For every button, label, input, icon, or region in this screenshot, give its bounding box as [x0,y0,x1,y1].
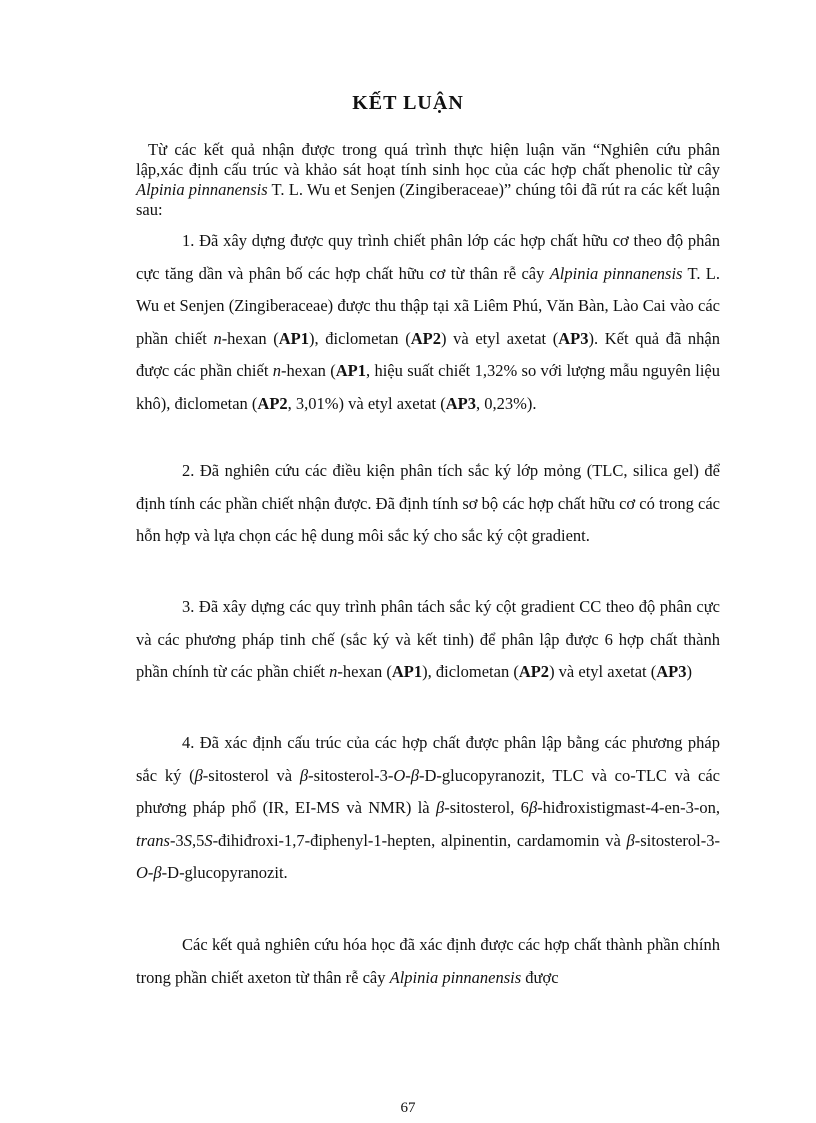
text: -sitosterol và [202,765,300,785]
fraction-code: AP1 [278,328,309,348]
italic-s: S [204,830,213,850]
text: 3. Đã xây dựng các quy trình phân tách sắc ký cột gradient CC theo độ phân cực và các phương pháp tinh chế (sắc ký và kết tinh) để phân lập được 6 hợp chất thành phần chính từ các phần chiết [136,597,720,681]
text: - [405,765,411,785]
fraction-code: AP2 [257,393,288,413]
text: được [521,967,559,987]
text: - [418,765,425,785]
text: -sitosterol-3- [634,830,720,850]
text: - [161,863,168,882]
species-name: Alpinia pinnanensis [549,263,683,283]
text: ), điclometan ( [308,328,411,348]
conclusion-item-1 [136,225,720,420]
fraction-code: AP2 [518,662,550,681]
text: - [147,863,154,882]
italic-o: O [393,765,406,785]
greek-beta: β [410,765,419,785]
text: T. L. Wu et Senjen (Zingiberaceae) được thu thập tại xã Liêm Phú, Văn Bàn, Lào Cai vào các phần chiết [136,263,720,348]
greek-beta: β [528,798,538,817]
text: -đihiđroxi-1,7-điphenyl-1-hepten, alpinentin, cardamomin và [212,830,627,850]
intro-text: T. L. Wu et Senjen (Zingiberaceae)” chúng tôi đã rút ra các kết luận sau: [136,180,720,219]
fraction-code: AP3 [558,328,589,348]
small-caps-d: D [424,765,437,785]
page-title: KẾT LUẬN [352,92,464,114]
text: ). Kết quả đã nhận được các phần chiết [136,328,721,380]
text: , hiệu suất chiết 1,32% so với lượng mẫu nguyên liệu khô), điclometan ( [136,361,720,413]
small-caps-d: D [167,863,180,882]
closing-paragraph [136,929,720,994]
text: ) và etyl axetat ( [440,328,559,348]
italic-o: O [136,863,148,882]
text: 4. Đã xác định cấu trúc của các hợp chất được phân lập bằng các phương pháp sắc ký ( [136,733,720,785]
conclusion-item-4 [136,727,720,890]
page-number: 67 [400,1100,416,1116]
italic-n: n [272,361,281,380]
text: -hiđroxistigmast-4-en-3-on, [537,798,720,817]
text: , 0,23%). [476,393,537,413]
text: -hexan ( [221,328,279,348]
intro-paragraph [136,140,720,220]
fraction-code: AP2 [410,328,441,348]
conclusion-item-3 [136,591,720,689]
text: 1. Đã xây dựng được quy trình chiết phân lớp các hợp chất hữu cơ theo độ phân cực tăng dần và phân bố các hợp chất hữu cơ từ thân rễ cây [136,231,720,283]
fraction-code: AP1 [335,361,366,380]
text: ), điclometan ( [422,662,519,681]
text: , 3,01%) và etyl axetat ( [287,393,446,413]
text: ,5 [191,830,205,850]
text: -3 [169,830,184,850]
greek-beta: β [626,830,635,850]
fraction-code: AP1 [391,662,423,681]
greek-beta: β [435,798,445,817]
text: -sitosterol, 6 [444,798,529,817]
greek-beta: β [153,863,162,882]
text: ) và etyl axetat ( [549,662,657,681]
text: -glucopyranozit, TLC và co-TLC và các phương pháp phổ (IR, EI-MS và NMR) là [136,765,720,817]
text: Các kết quả nghiên cứu hóa học đã xác định được các hợp chất thành phần chính trong phần chiết axeton từ thân rễ cây [136,935,720,987]
italic-trans: trans [136,830,170,850]
text: -glucopyranozit. [179,863,288,882]
text: -sitosterol-3- [308,765,394,785]
intro-text: Từ các kết quả nhận được trong quá trình thực hiện luận văn “Nghiên cứu phân lập,xác định cấu trúc và khảo sát hoạt tính sinh học của các hợp chất phenolic từ cây [136,140,720,179]
text: -hexan ( [281,361,336,380]
text: -hexan ( [337,662,392,681]
fraction-code: AP3 [656,662,687,681]
italic-n: n [329,662,338,681]
conclusion-item-2: 2. Đã nghiên cứu các điều kiện phân tích sắc ký lớp mỏng (TLC, silica gel) để định tính các phần chiết nhận được. Đã định tính sơ bộ các hợp chất hữu cơ có trong các hỗn hợp và lựa chọn các hệ dung môi sắc ký cho sắc ký cột gradient. [136,461,720,545]
greek-beta: β [299,765,309,785]
greek-beta: β [194,765,203,785]
species-name: Alpinia pinnanensis [136,180,268,199]
italic-s: S [183,830,192,850]
species-name: Alpinia pinnanensis [389,967,522,987]
text: ) [686,662,693,681]
fraction-code: AP3 [445,393,476,413]
italic-n: n [213,328,222,348]
